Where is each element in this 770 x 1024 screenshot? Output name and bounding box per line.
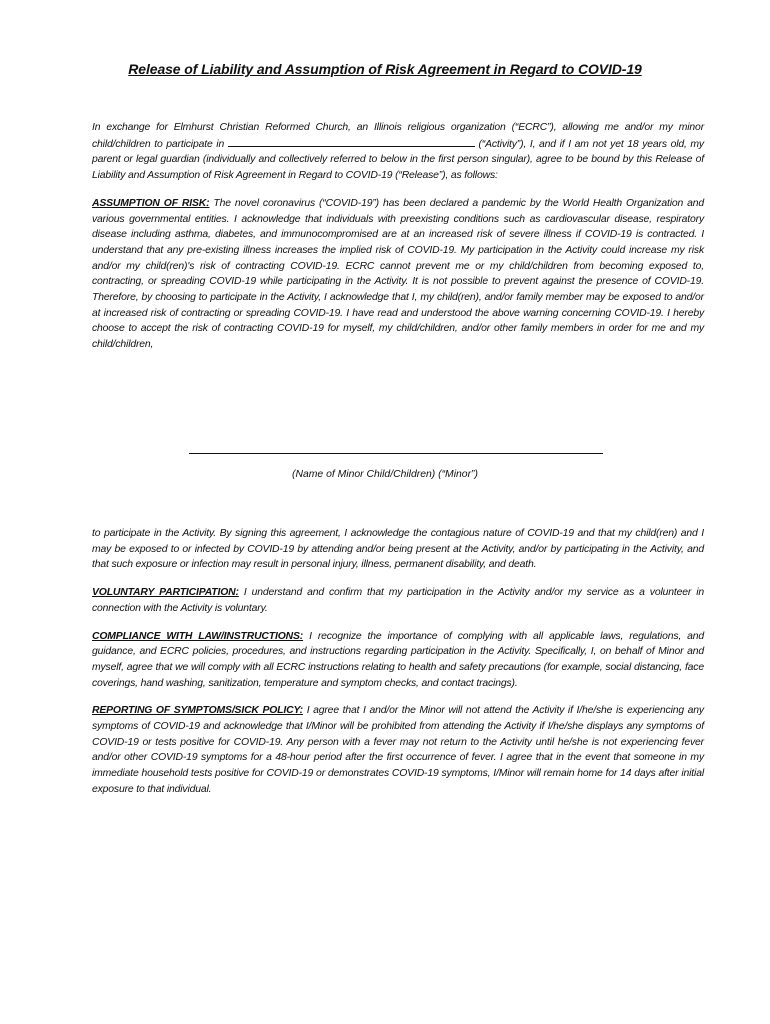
- assumption-text: The novel coronavirus (“COVID-19”) has been declared a pandemic by the World Health Organization and various governmental entities. I acknowledge that individuals with preexisting conditions such as cardiovascular disease, respiratory disease including asthma, diabetes, and immunocompromised are at an increased risk of severe illness if COVID-19 is contracted. I understand that any pre-existing illness increases the implied risk of COVID-19. My participation in the Activity could increase my risk and/or my child(ren)'s risk of contracting COVID-19. ECRC cannot prevent me or my child/children from becoming exposed to, contracting, or spreading COVID-19 while participating in the Activity. It is not possible to prevent against the presence of COVID-19. Therefore, by choosing to participate in the Activity, I acknowledge that I, my child(ren), and/or family member may be exposed to and/or at increased risk of contracting or spreading COVID-19. I have read and understood the above warning concerning COVID-19. I hereby choose to accept the risk of contracting COVID-19 for myself, my child/children, and/or other family members in order for me and my child/children,: [92, 197, 704, 351]
- assumption-label: ASSUMPTION OF RISK:: [92, 197, 210, 209]
- top-section: [92, 120, 704, 365]
- voluntary-paragraph: [92, 585, 704, 616]
- compliance-label: COMPLIANCE WITH LAW/INSTRUCTIONS:: [92, 630, 304, 642]
- reporting-paragraph: [92, 703, 704, 797]
- voluntary-label: VOLUNTARY PARTICIPATION:: [92, 587, 239, 599]
- compliance-paragraph: [92, 629, 704, 692]
- reporting-text: I agree that I and/or the Minor will not attend the Activity if I/he/she is experiencing any symptoms of COVID-19 and acknowledge that I/Minor will be prohibited from attending the Activity if I/he/she displays any symptoms of COVID-19 or tests positive for COVID-19. Any person with a fever may not return to the Activity until he/she is not experiencing fever and/or other COVID-19 symptoms for a 48-hour period after the first occurrence of fever. I agree that in the event that someone in my immediate household tests positive for COVID-19 or demonstrates COVID-19 symptoms, I/Minor will remain home for 14 days after initial exposure to that individual.: [92, 705, 704, 795]
- compliance-text: I recognize the importance of complying with all applicable laws, regulations, and guidance, and ECRC policies, procedures, and instructions regarding participation in the Activity. Specifically, I, on behalf of Minor and myself, agree that we will comply with all ECRC instructions relating to health and safety precautions (for example, social distancing, face coverings, hand washing, sanitization, temperature and symptom checks, and contact tracings).: [92, 630, 704, 689]
- intro-text-before: In exchange for Elmhurst Christian Reformed Church, an Illinois religious organization (“ECRC”), allowing me and/or my minor child/children to participate in: [92, 122, 704, 150]
- document-title: Release of Liability and Assumption of Risk Agreement in Regard to COVID-19: [128, 61, 642, 77]
- intro-text-after: (“Activity”), I, and if I am not yet 18 years old, my parent or legal guardian (individually and collectively referred to below in the first person singular), agree to be bound by this Release of Liability and Assumption of Risk Agreement in Regard to COVID-19 (“Release”), as follows:: [92, 138, 704, 182]
- minor-name-caption: (Name of Minor Child/Children) (“Minor”): [292, 469, 478, 480]
- reporting-label: REPORTING OF SYMPTOMS/SICK POLICY:: [92, 705, 303, 717]
- intro-paragraph: [92, 120, 704, 184]
- voluntary-text: I understand and confirm that my participation in the Activity and/or my service as a volunteer in connection with the Activity is voluntary.: [92, 587, 704, 614]
- continuation-paragraph: to participate in the Activity. By signing this agreement, I acknowledge the contagious nature of COVID-19 and that my child(ren) and I may be exposed to or infected by COVID-19 by attending and/or being present at the Activity, and/or by participating in the Activity, and that such exposure or infection may result in personal injury, illness, permanent disability, and death.: [92, 528, 704, 571]
- bottom-section: [92, 526, 704, 810]
- activity-blank-field[interactable]: [228, 136, 475, 147]
- assumption-paragraph: [92, 196, 704, 353]
- minor-name-line[interactable]: [189, 453, 603, 454]
